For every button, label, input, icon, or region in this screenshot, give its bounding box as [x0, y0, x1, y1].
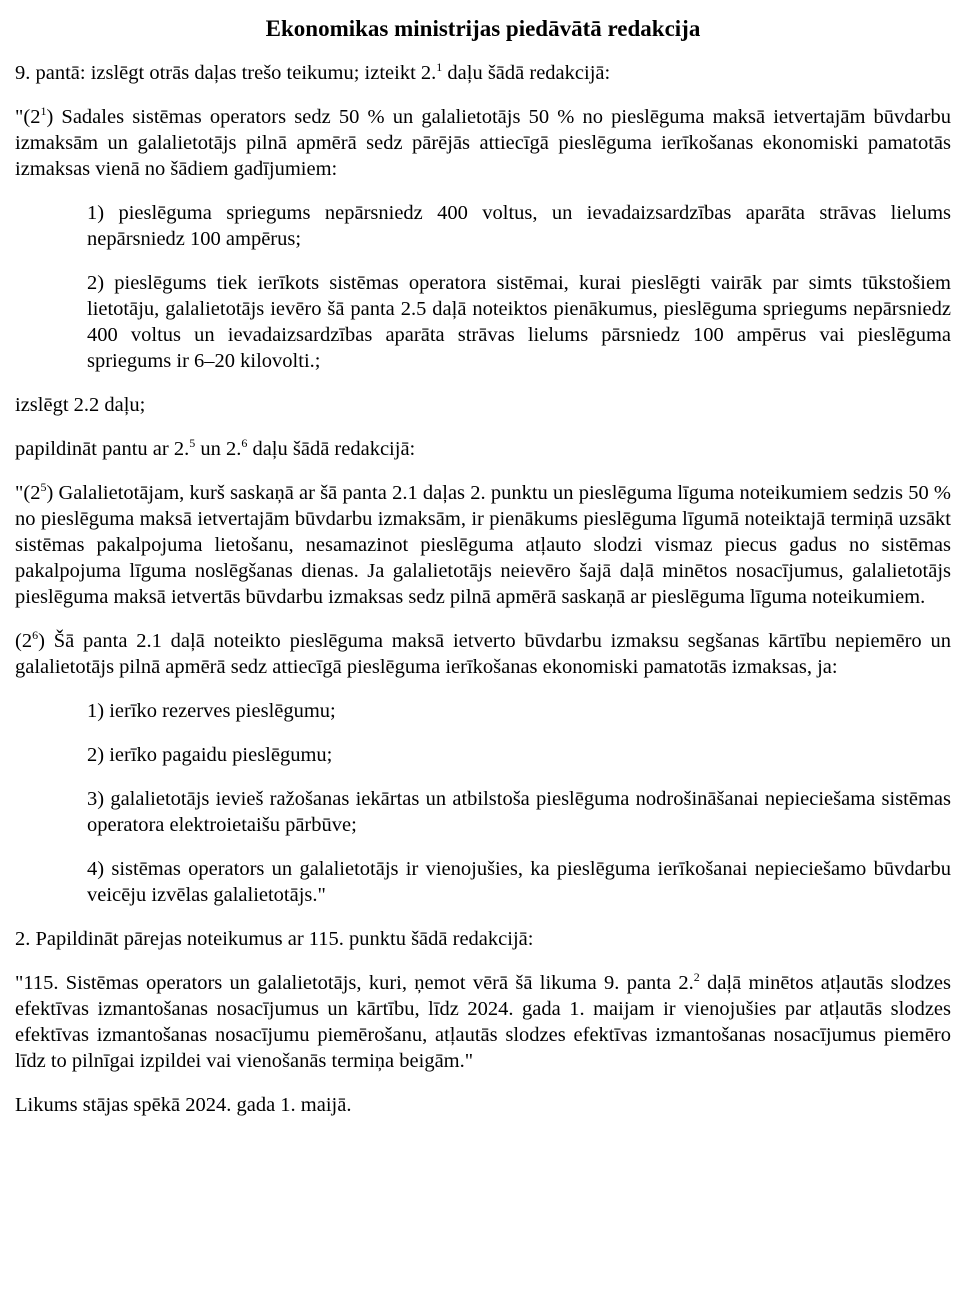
- superscript: 1: [40, 104, 47, 118]
- text: daļu šādā redakcijā:: [247, 438, 416, 460]
- list-item: 1) pieslēguma spriegums nepārsniedz 400 voltus, un ievadaizsardzības aparāta strāvas lielums nepārsniedz 100 ampērus;: [87, 202, 951, 250]
- text: daļā minētos atļautās slodzes efektīvas izmantošanas nosacījumus un kārtību, līdz 2024. gada 1. maijam ir vienojušies par atļautās slodzes efektīvas izmantošanas nosacījumu piemērošanu, atļautās slodzes efektīvas izmantošanas nosacījumus piemēro līdz to pilnīgai izpildei vai vienošanās termiņa beigām.": [15, 972, 951, 1072]
- superscript: 6: [241, 436, 248, 450]
- text: ) Šā panta 2.1 daļā noteikto pieslēguma maksā ietverto būvdarbu izmaksu segšanas kārtību nepiemēro un galalietotājs pilnā apmērā sedz attiecīgā pieslēguma ierīkošanas ekonomiski pamatotās izmaksas, ja:: [15, 630, 951, 678]
- list-item: 2) ierīko pagaidu pieslēgumu;: [87, 744, 333, 766]
- superscript: 2: [693, 970, 700, 984]
- document-title: Ekonomikas ministrijas piedāvātā redakcija: [265, 16, 701, 41]
- list-item: 3) galalietotājs ievieš ražošanas iekārtas un atbilstoša pieslēguma nodrošināšanai nepieciešama sistēmas operatora elektroietaišu pārbūve;: [87, 788, 951, 836]
- text: ) Sadales sistēmas operators sedz 50 % un galalietotājs 50 % no pieslēguma maksā ietvertajām būvdarbu izmaksām un galalietotājs pilnā apmērā sedz pārējās attiecīgā pieslēguma ierīkošanas ekonomiski pamatotās izmaksas vienā no šādiem gadījumiem:: [15, 106, 951, 180]
- paragraph-delete-2-2: izslēgt 2.2 daļu;: [15, 394, 146, 416]
- paragraph-supplement: [15, 436, 951, 462]
- text: ) Galalietotājam, kurš saskaņā ar šā panta 2.1 daļas 2. punktu un pieslēguma līguma noteikumiem sedzis 50 % no pieslēguma maksā ietvertajām būvdarbu izmaksām, ir pienākums pieslēguma līgumā noteiktajā termiņā uzsākt sistēmas pakalpojuma lietošanu, nesamazinot pieslēguma atļauto slodzi vismaz piecus gadus no sistēmas pakalpojuma līguma noslēgšanas dienas. Ja galalietotājs neievēro šajā daļā minētos nosacījumus, galalietotājs pieslēguma maksā ietvertās būvdarbu izmaksas sedz pilnā apmērā saskaņā ar pieslēguma līguma noteikumiem.: [15, 482, 951, 608]
- list-item: 4) sistēmas operators un galalietotājs ir vienojušies, ka pieslēguma ierīkošanai nepieciešamo būvdarbu veicēju izvēlas galalietotājs.": [87, 858, 951, 906]
- text: "115. Sistēmas operators un galalietotājs, kuri, ņemot vērā šā likuma 9. panta 2.: [15, 972, 694, 994]
- text: 9. pantā: izslēgt otrās daļas trešo teikumu; izteikt 2.: [15, 62, 437, 84]
- list-item: 2) pieslēgums tiek ierīkots sistēmas operatora sistēmai, kurai pieslēgti vairāk par simts tūkstošiem lietotāju, galalietotājs ievēro šā panta 2.5 daļā noteiktos pienākumus, pieslēguma spriegums nepārsniedz 400 voltus un ievadaizsardzības aparāta strāvas lielums pārsniedz 100 ampērus vai pieslēguma spriegums ir 6–20 kilovolti.;: [87, 272, 951, 372]
- text: daļu šādā redakcijā:: [442, 62, 611, 84]
- list-item: 1) ierīko rezerves pieslēgumu;: [87, 700, 336, 722]
- superscript: 5: [40, 480, 47, 494]
- text: un 2.: [195, 438, 242, 460]
- text: (2: [15, 630, 33, 652]
- superscript: 6: [32, 628, 39, 642]
- paragraph-intro: [15, 60, 951, 86]
- superscript: 5: [189, 436, 196, 450]
- text: papildināt pantu ar 2.: [15, 438, 190, 460]
- text: "(2: [15, 482, 41, 504]
- paragraph-2-1: [15, 104, 951, 182]
- paragraph-transitional: 2. Papildināt pārejas noteikumus ar 115. punktu šādā redakcijā:: [15, 928, 534, 950]
- paragraph-2-5: [15, 480, 951, 610]
- superscript: 1: [436, 60, 443, 74]
- paragraph-effective-date: Likums stājas spēkā 2024. gada 1. maijā.: [15, 1094, 352, 1116]
- paragraph-115: [15, 970, 951, 1074]
- text: "(2: [15, 106, 41, 128]
- paragraph-2-6: [15, 628, 951, 680]
